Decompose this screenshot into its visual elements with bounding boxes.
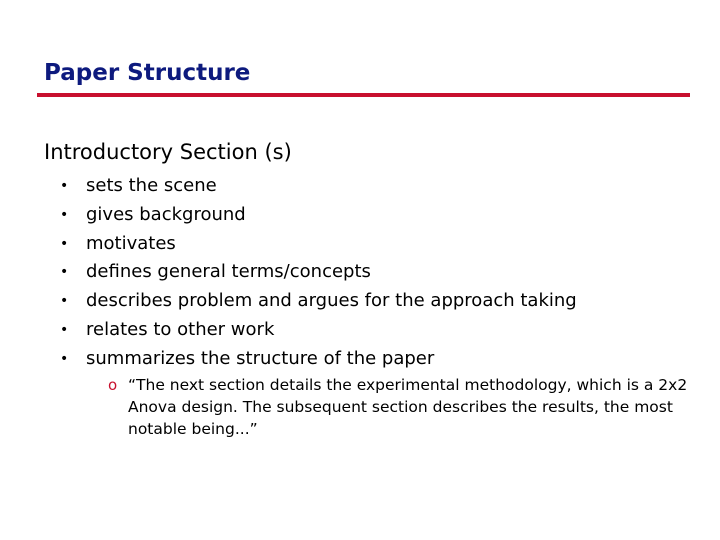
bullet-text: motivates [86, 232, 176, 254]
bullet-text: describes problem and argues for the approach taking [86, 290, 577, 312]
bullet-item [56, 172, 577, 201]
bullet-icon: • [60, 321, 69, 338]
sub-bullet-icon: o [108, 376, 118, 394]
bullet-text: gives background [86, 203, 246, 225]
bullet-icon: • [60, 206, 69, 223]
bullet-item [56, 287, 577, 316]
bullet-icon: • [60, 264, 69, 281]
section-heading: Introductory Section (s) [44, 140, 292, 164]
bullet-icon: • [60, 178, 69, 194]
bullet-item [56, 258, 577, 287]
bullet-icon: • [60, 235, 69, 252]
bullet-icon: • [60, 350, 69, 367]
bullet-list [56, 172, 577, 374]
bullet-text: relates to other work [86, 318, 275, 340]
title-underline-rule [37, 93, 690, 97]
slide-title: Paper Structure [44, 60, 251, 86]
bullet-item [56, 316, 577, 345]
sub-bullet-quote [108, 374, 688, 440]
bullet-item [56, 345, 577, 374]
sub-bullet-text: “The next section details the experimental methodology, which is a 2x2 Anova design. The subsequent section describes the results, the most notable being...” [128, 376, 688, 438]
bullet-item [56, 201, 577, 230]
bullet-text: sets the scene [86, 175, 217, 196]
bullet-item [56, 230, 577, 259]
bullet-text: defines general terms/concepts [86, 261, 371, 283]
bullet-icon: • [60, 293, 69, 310]
bullet-text: summarizes the structure of the paper [86, 347, 435, 369]
